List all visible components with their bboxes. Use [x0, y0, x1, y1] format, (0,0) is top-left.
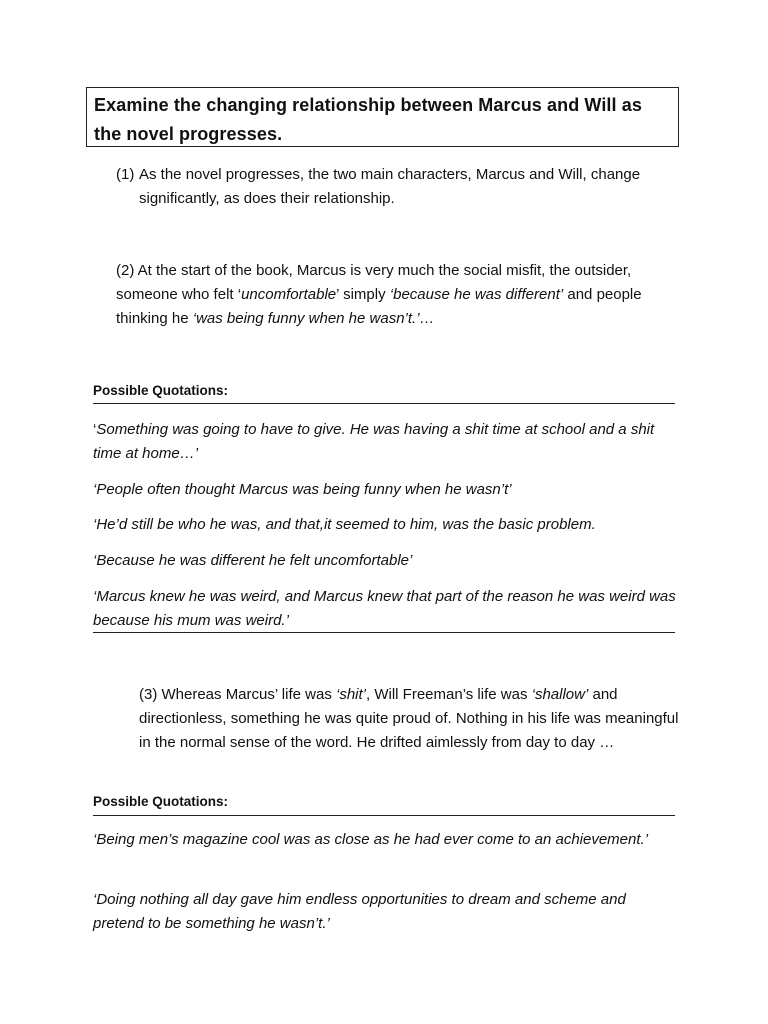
paragraph-2-text-a: (2) At the start of the book, Marcus is very much the social misfit, the outsider, someone who felt ‘ — [116, 262, 632, 303]
quotations-heading-2: Possible Quotations: — [93, 794, 229, 809]
quotation-1-1-open-mark: ‘ — [93, 421, 97, 438]
paragraph-3 — [139, 683, 679, 755]
quotations-heading-1: Possible Quotations: — [93, 383, 229, 398]
paragraph-3-text-a: (3) Whereas Marcus’ life was — [139, 686, 336, 703]
quotation-1-1 — [93, 418, 677, 466]
divider-bottom-1 — [93, 632, 675, 633]
quotation-1-2: ‘People often thought Marcus was being funny when he wasn’t’ — [93, 481, 512, 498]
paragraph-3-text-b: , Will Freeman’s life was — [366, 686, 532, 703]
divider-top-1 — [93, 403, 675, 404]
divider-top-2 — [93, 815, 675, 816]
quotation-2-2: ‘Doing nothing all day gave him endless opportunities to dream and scheme and pretend to be something he wasn’t.’ — [93, 891, 626, 932]
paragraph-3-italic-a: ‘shit’ — [336, 686, 367, 703]
paragraph-1 — [116, 163, 676, 211]
quotation-1-4: ‘Because he was different he felt uncomfortable’ — [93, 552, 413, 569]
quotation-1-3: ‘He’d still be who he was, and that,it seemed to him, was the basic problem. — [93, 516, 596, 533]
paragraph-2 — [116, 259, 676, 331]
paragraph-2-italic-b: ‘because he was different’ — [389, 286, 564, 303]
paragraph-1-number: (1) — [116, 166, 135, 183]
quotation-1-1-text: Something was going to have to give. He was having a shit time at school and a shit time at home…’ — [93, 421, 655, 462]
paragraph-1-text: As the novel progresses, the two main characters, Marcus and Will, change significantly, as does their relationship. — [139, 166, 641, 207]
paragraph-2-text-b: ’ simply — [336, 286, 390, 303]
paragraph-3-italic-b: ‘shallow’ — [531, 686, 589, 703]
question-title-text: Examine the changing relationship between Marcus and Will as the novel progresses. — [94, 95, 642, 144]
paragraph-2-italic-a: uncomfortable — [241, 286, 337, 303]
paragraph-3-text-c: and directionless, something he was quite proud of. Nothing in his life was meaningful in the normal sense of the word. He drifted aimlessly from day to day … — [139, 686, 679, 751]
quotation-2-1: ‘Being men’s magazine cool was as close as he had ever come to an achievement.’ — [93, 831, 649, 848]
question-title — [86, 87, 679, 147]
paragraph-2-text-c: and people thinking he — [116, 286, 642, 327]
quotation-1-5: ‘Marcus knew he was weird, and Marcus knew that part of the reason he was weird was because his mum was weird.’ — [93, 588, 676, 629]
paragraph-2-italic-c: ‘was being funny when he wasn’t.’… — [192, 310, 435, 327]
